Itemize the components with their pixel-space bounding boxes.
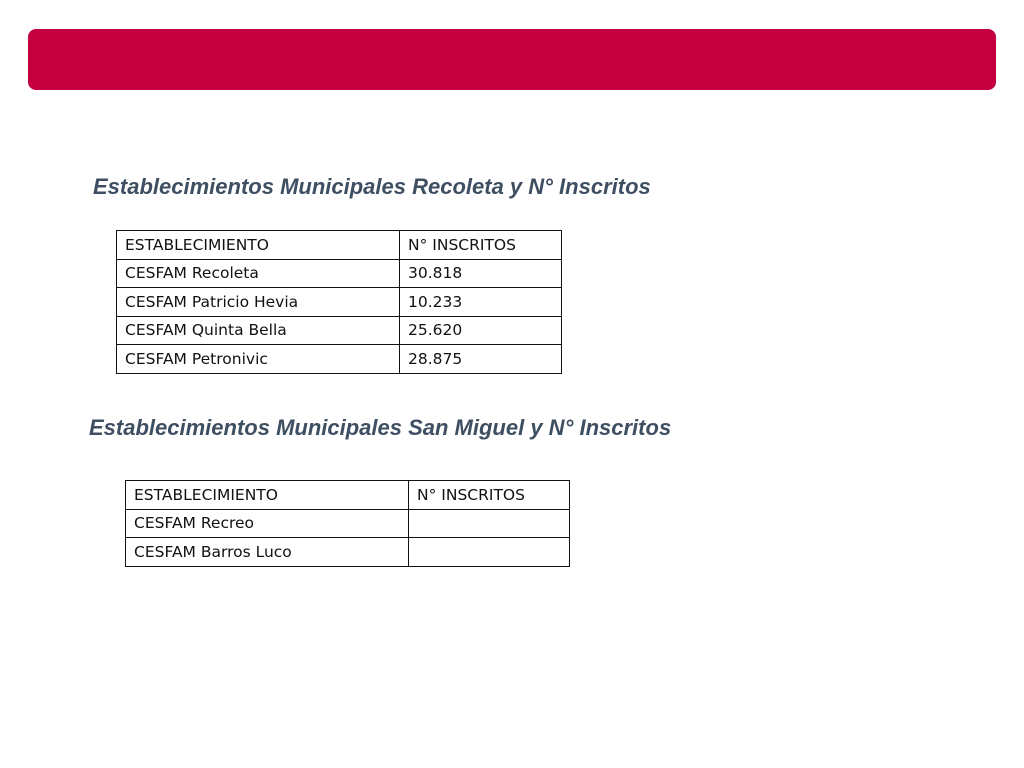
column-header-inscritos: N° INSCRITOS (400, 231, 562, 260)
table-row (126, 538, 570, 567)
table-row (126, 509, 570, 538)
table-header-row (126, 481, 570, 510)
column-header-establecimiento: ESTABLECIMIENTO (126, 481, 409, 510)
inscritos-cell (409, 538, 570, 567)
establecimiento-cell: CESFAM Recreo (126, 509, 409, 538)
establecimiento-cell: CESFAM Quinta Bella (117, 316, 400, 345)
establecimiento-cell: CESFAM Patricio Hevia (117, 288, 400, 317)
table-header-row (117, 231, 562, 260)
san-miguel-table (125, 480, 570, 567)
table-row (117, 259, 562, 288)
header-banner (28, 29, 996, 90)
inscritos-cell: 30.818 (400, 259, 562, 288)
inscritos-cell (409, 509, 570, 538)
recoleta-section-title: Establecimientos Municipales Recoleta y N° Inscritos (93, 174, 651, 199)
establecimiento-cell: CESFAM Recoleta (117, 259, 400, 288)
establecimiento-cell: CESFAM Petronivic (117, 345, 400, 374)
inscritos-cell: 25.620 (400, 316, 562, 345)
inscritos-cell: 28.875 (400, 345, 562, 374)
column-header-inscritos: N° INSCRITOS (409, 481, 570, 510)
establecimiento-cell: CESFAM Barros Luco (126, 538, 409, 567)
recoleta-table (116, 230, 562, 374)
column-header-establecimiento: ESTABLECIMIENTO (117, 231, 400, 260)
inscritos-cell: 10.233 (400, 288, 562, 317)
table-row (117, 345, 562, 374)
table-row (117, 288, 562, 317)
table-row (117, 316, 562, 345)
san-miguel-section-title: Establecimientos Municipales San Miguel y N° Inscritos (89, 415, 672, 440)
